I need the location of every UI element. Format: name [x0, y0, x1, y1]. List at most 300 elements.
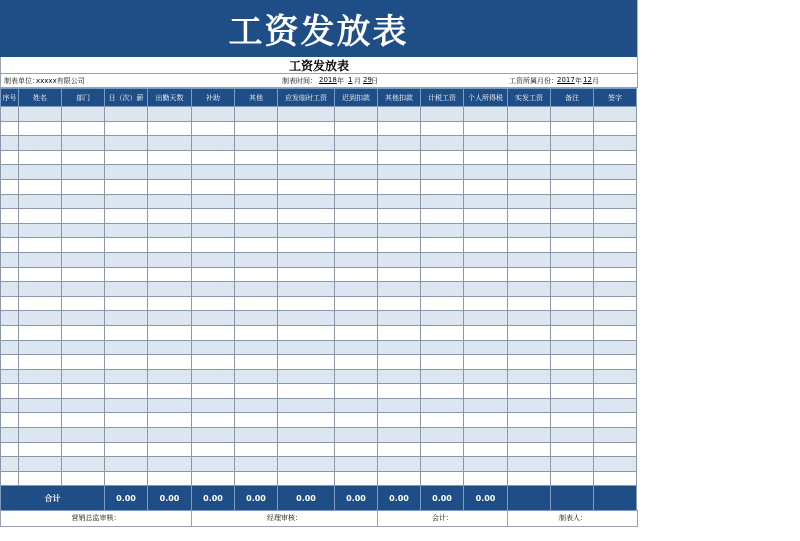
table-cell[interactable]	[62, 457, 105, 472]
table-cell[interactable]	[508, 325, 551, 340]
table-cell[interactable]	[421, 340, 464, 355]
table-cell[interactable]	[551, 311, 594, 326]
table-cell[interactable]	[551, 369, 594, 384]
table-cell[interactable]	[378, 311, 421, 326]
table-cell[interactable]	[335, 428, 378, 443]
table-cell[interactable]	[1, 384, 19, 399]
table-cell[interactable]	[421, 223, 464, 238]
table-cell[interactable]	[421, 428, 464, 443]
table-cell[interactable]	[278, 136, 335, 151]
table-cell[interactable]	[278, 311, 335, 326]
table-cell[interactable]	[192, 209, 235, 224]
table-cell[interactable]	[19, 209, 62, 224]
table-cell[interactable]	[551, 150, 594, 165]
table-cell[interactable]	[335, 355, 378, 370]
table-cell[interactable]	[551, 209, 594, 224]
table-cell[interactable]	[594, 355, 637, 370]
table-cell[interactable]	[192, 267, 235, 282]
table-cell[interactable]	[192, 165, 235, 180]
table-cell[interactable]	[335, 267, 378, 282]
table-cell[interactable]	[1, 150, 19, 165]
table-cell[interactable]	[421, 209, 464, 224]
table-cell[interactable]	[551, 107, 594, 122]
table-cell[interactable]	[235, 136, 278, 151]
table-cell[interactable]	[464, 296, 508, 311]
table-cell[interactable]	[594, 267, 637, 282]
table-cell[interactable]	[508, 209, 551, 224]
table-cell[interactable]	[148, 428, 192, 443]
table-cell[interactable]	[421, 457, 464, 472]
table-cell[interactable]	[105, 471, 148, 486]
table-cell[interactable]	[62, 442, 105, 457]
table-cell[interactable]	[192, 340, 235, 355]
table-cell[interactable]	[105, 223, 148, 238]
table-cell[interactable]	[551, 428, 594, 443]
table-cell[interactable]	[335, 136, 378, 151]
table-cell[interactable]	[1, 442, 19, 457]
table-cell[interactable]	[278, 282, 335, 297]
table-cell[interactable]	[19, 311, 62, 326]
table-cell[interactable]	[508, 340, 551, 355]
table-cell[interactable]	[19, 150, 62, 165]
table-cell[interactable]	[464, 252, 508, 267]
table-cell[interactable]	[551, 223, 594, 238]
table-cell[interactable]	[464, 369, 508, 384]
table-cell[interactable]	[508, 165, 551, 180]
table-cell[interactable]	[105, 282, 148, 297]
table-cell[interactable]	[235, 194, 278, 209]
table-cell[interactable]	[508, 296, 551, 311]
table-cell[interactable]	[148, 384, 192, 399]
table-cell[interactable]	[1, 340, 19, 355]
table-cell[interactable]	[278, 428, 335, 443]
table-cell[interactable]	[192, 252, 235, 267]
table-cell[interactable]	[378, 121, 421, 136]
table-cell[interactable]	[148, 296, 192, 311]
table-cell[interactable]	[192, 121, 235, 136]
table-cell[interactable]	[378, 340, 421, 355]
table-cell[interactable]	[19, 384, 62, 399]
table-cell[interactable]	[278, 355, 335, 370]
table-cell[interactable]	[378, 165, 421, 180]
table-cell[interactable]	[421, 369, 464, 384]
table-cell[interactable]	[105, 136, 148, 151]
table-cell[interactable]	[335, 150, 378, 165]
table-cell[interactable]	[464, 325, 508, 340]
table-cell[interactable]	[508, 282, 551, 297]
table-cell[interactable]	[19, 136, 62, 151]
table-cell[interactable]	[551, 340, 594, 355]
table-cell[interactable]	[551, 413, 594, 428]
table-cell[interactable]	[335, 398, 378, 413]
table-cell[interactable]	[378, 442, 421, 457]
table-cell[interactable]	[378, 107, 421, 122]
table-cell[interactable]	[62, 252, 105, 267]
table-cell[interactable]	[235, 107, 278, 122]
table-cell[interactable]	[594, 442, 637, 457]
table-cell[interactable]	[1, 311, 19, 326]
table-cell[interactable]	[335, 107, 378, 122]
table-cell[interactable]	[594, 252, 637, 267]
table-cell[interactable]	[508, 384, 551, 399]
table-cell[interactable]	[19, 107, 62, 122]
table-cell[interactable]	[594, 179, 637, 194]
table-cell[interactable]	[335, 238, 378, 253]
table-cell[interactable]	[148, 194, 192, 209]
table-cell[interactable]	[421, 252, 464, 267]
table-cell[interactable]	[62, 150, 105, 165]
table-cell[interactable]	[278, 107, 335, 122]
table-cell[interactable]	[235, 209, 278, 224]
table-cell[interactable]	[235, 340, 278, 355]
table-cell[interactable]	[1, 325, 19, 340]
table-cell[interactable]	[105, 296, 148, 311]
table-cell[interactable]	[508, 267, 551, 282]
table-cell[interactable]	[335, 413, 378, 428]
table-cell[interactable]	[148, 398, 192, 413]
table-cell[interactable]	[508, 428, 551, 443]
table-cell[interactable]	[192, 136, 235, 151]
table-cell[interactable]	[421, 398, 464, 413]
table-cell[interactable]	[464, 428, 508, 443]
table-cell[interactable]	[235, 471, 278, 486]
table-cell[interactable]	[378, 369, 421, 384]
table-cell[interactable]	[1, 179, 19, 194]
table-cell[interactable]	[335, 311, 378, 326]
table-cell[interactable]	[594, 194, 637, 209]
table-cell[interactable]	[594, 282, 637, 297]
table-cell[interactable]	[1, 194, 19, 209]
table-cell[interactable]	[378, 457, 421, 472]
table-cell[interactable]	[335, 384, 378, 399]
table-cell[interactable]	[19, 296, 62, 311]
table-cell[interactable]	[335, 194, 378, 209]
table-cell[interactable]	[235, 121, 278, 136]
table-cell[interactable]	[335, 369, 378, 384]
period-month[interactable]: 12	[583, 76, 592, 84]
table-cell[interactable]	[464, 121, 508, 136]
table-cell[interactable]	[192, 194, 235, 209]
table-cell[interactable]	[192, 179, 235, 194]
table-cell[interactable]	[1, 136, 19, 151]
table-cell[interactable]	[192, 107, 235, 122]
table-cell[interactable]	[278, 209, 335, 224]
table-cell[interactable]	[421, 311, 464, 326]
table-cell[interactable]	[192, 471, 235, 486]
table-cell[interactable]	[105, 311, 148, 326]
table-cell[interactable]	[105, 252, 148, 267]
table-cell[interactable]	[19, 325, 62, 340]
date-day[interactable]: 29	[363, 76, 372, 84]
table-cell[interactable]	[1, 355, 19, 370]
table-cell[interactable]	[192, 457, 235, 472]
table-cell[interactable]	[464, 384, 508, 399]
table-cell[interactable]	[551, 471, 594, 486]
table-cell[interactable]	[464, 413, 508, 428]
table-cell[interactable]	[19, 252, 62, 267]
table-cell[interactable]	[508, 238, 551, 253]
table-cell[interactable]	[594, 384, 637, 399]
table-cell[interactable]	[192, 384, 235, 399]
table-cell[interactable]	[335, 252, 378, 267]
table-cell[interactable]	[421, 413, 464, 428]
table-cell[interactable]	[1, 369, 19, 384]
unit-value[interactable]: xxxxx有限公司	[36, 77, 85, 85]
table-cell[interactable]	[62, 179, 105, 194]
table-cell[interactable]	[378, 179, 421, 194]
table-cell[interactable]	[1, 457, 19, 472]
table-cell[interactable]	[235, 413, 278, 428]
table-cell[interactable]	[421, 282, 464, 297]
table-cell[interactable]	[1, 209, 19, 224]
table-cell[interactable]	[192, 282, 235, 297]
table-cell[interactable]	[278, 296, 335, 311]
table-cell[interactable]	[19, 179, 62, 194]
table-cell[interactable]	[421, 471, 464, 486]
table-cell[interactable]	[335, 457, 378, 472]
table-cell[interactable]	[464, 209, 508, 224]
table-cell[interactable]	[148, 355, 192, 370]
table-cell[interactable]	[148, 165, 192, 180]
table-cell[interactable]	[508, 457, 551, 472]
table-cell[interactable]	[335, 179, 378, 194]
table-cell[interactable]	[594, 471, 637, 486]
table-cell[interactable]	[105, 165, 148, 180]
table-cell[interactable]	[62, 194, 105, 209]
table-cell[interactable]	[62, 165, 105, 180]
table-cell[interactable]	[378, 296, 421, 311]
table-cell[interactable]	[148, 150, 192, 165]
table-cell[interactable]	[19, 238, 62, 253]
table-cell[interactable]	[105, 355, 148, 370]
table-cell[interactable]	[148, 340, 192, 355]
table-cell[interactable]	[508, 252, 551, 267]
table-cell[interactable]	[378, 282, 421, 297]
table-cell[interactable]	[105, 179, 148, 194]
table-cell[interactable]	[19, 471, 62, 486]
table-cell[interactable]	[551, 121, 594, 136]
table-cell[interactable]	[235, 296, 278, 311]
table-cell[interactable]	[421, 325, 464, 340]
table-cell[interactable]	[235, 238, 278, 253]
table-cell[interactable]	[378, 355, 421, 370]
table-cell[interactable]	[551, 136, 594, 151]
table-cell[interactable]	[278, 413, 335, 428]
table-cell[interactable]	[551, 267, 594, 282]
table-cell[interactable]	[278, 369, 335, 384]
table-cell[interactable]	[464, 398, 508, 413]
table-cell[interactable]	[594, 457, 637, 472]
table-cell[interactable]	[508, 398, 551, 413]
table-cell[interactable]	[62, 209, 105, 224]
table-cell[interactable]	[19, 442, 62, 457]
table-cell[interactable]	[335, 325, 378, 340]
table-cell[interactable]	[192, 442, 235, 457]
table-cell[interactable]	[19, 369, 62, 384]
table-cell[interactable]	[508, 471, 551, 486]
table-cell[interactable]	[278, 457, 335, 472]
table-cell[interactable]	[278, 179, 335, 194]
table-cell[interactable]	[421, 355, 464, 370]
date-year[interactable]: 2018	[319, 76, 337, 84]
table-cell[interactable]	[235, 179, 278, 194]
table-cell[interactable]	[105, 369, 148, 384]
table-cell[interactable]	[278, 165, 335, 180]
table-cell[interactable]	[62, 384, 105, 399]
table-cell[interactable]	[1, 223, 19, 238]
table-cell[interactable]	[464, 179, 508, 194]
table-cell[interactable]	[421, 194, 464, 209]
preparer-signoff[interactable]: 制表人：	[559, 514, 587, 522]
table-cell[interactable]	[594, 398, 637, 413]
table-cell[interactable]	[551, 398, 594, 413]
table-cell[interactable]	[464, 471, 508, 486]
table-cell[interactable]	[148, 282, 192, 297]
table-cell[interactable]	[594, 325, 637, 340]
table-cell[interactable]	[19, 340, 62, 355]
table-cell[interactable]	[508, 413, 551, 428]
table-cell[interactable]	[148, 325, 192, 340]
table-cell[interactable]	[278, 340, 335, 355]
table-cell[interactable]	[551, 179, 594, 194]
table-cell[interactable]	[148, 121, 192, 136]
table-cell[interactable]	[62, 296, 105, 311]
table-cell[interactable]	[148, 179, 192, 194]
table-cell[interactable]	[278, 267, 335, 282]
table-cell[interactable]	[235, 369, 278, 384]
table-cell[interactable]	[594, 223, 637, 238]
table-cell[interactable]	[62, 369, 105, 384]
table-cell[interactable]	[278, 471, 335, 486]
table-cell[interactable]	[378, 267, 421, 282]
table-cell[interactable]	[421, 238, 464, 253]
table-cell[interactable]	[148, 107, 192, 122]
table-cell[interactable]	[278, 252, 335, 267]
table-cell[interactable]	[1, 428, 19, 443]
table-cell[interactable]	[335, 442, 378, 457]
table-cell[interactable]	[335, 296, 378, 311]
table-cell[interactable]	[464, 267, 508, 282]
table-cell[interactable]	[105, 398, 148, 413]
table-cell[interactable]	[378, 384, 421, 399]
table-cell[interactable]	[378, 471, 421, 486]
table-cell[interactable]	[508, 194, 551, 209]
table-cell[interactable]	[464, 340, 508, 355]
table-cell[interactable]	[335, 121, 378, 136]
table-cell[interactable]	[19, 165, 62, 180]
table-cell[interactable]	[148, 457, 192, 472]
table-cell[interactable]	[105, 209, 148, 224]
table-cell[interactable]	[594, 209, 637, 224]
table-cell[interactable]	[62, 471, 105, 486]
table-cell[interactable]	[421, 107, 464, 122]
table-cell[interactable]	[148, 223, 192, 238]
table-cell[interactable]	[192, 325, 235, 340]
table-cell[interactable]	[508, 311, 551, 326]
table-cell[interactable]	[551, 457, 594, 472]
accountant-signoff[interactable]: 会计：	[378, 510, 508, 526]
table-cell[interactable]	[464, 457, 508, 472]
table-cell[interactable]	[594, 136, 637, 151]
table-cell[interactable]	[62, 398, 105, 413]
table-cell[interactable]	[278, 384, 335, 399]
table-cell[interactable]	[508, 355, 551, 370]
table-cell[interactable]	[1, 267, 19, 282]
table-cell[interactable]	[508, 223, 551, 238]
table-cell[interactable]	[105, 442, 148, 457]
table-cell[interactable]	[235, 223, 278, 238]
table-cell[interactable]	[464, 136, 508, 151]
manager-approval[interactable]: 经理审核：	[192, 510, 378, 526]
table-cell[interactable]	[335, 471, 378, 486]
table-cell[interactable]	[105, 194, 148, 209]
table-cell[interactable]	[378, 398, 421, 413]
table-cell[interactable]	[508, 150, 551, 165]
table-cell[interactable]	[1, 121, 19, 136]
table-cell[interactable]	[594, 165, 637, 180]
table-cell[interactable]	[1, 413, 19, 428]
table-cell[interactable]	[421, 165, 464, 180]
table-cell[interactable]	[464, 150, 508, 165]
table-cell[interactable]	[62, 340, 105, 355]
table-cell[interactable]	[378, 150, 421, 165]
date-month[interactable]: 1	[348, 76, 353, 84]
table-cell[interactable]	[551, 296, 594, 311]
table-cell[interactable]	[378, 238, 421, 253]
table-cell[interactable]	[594, 428, 637, 443]
table-cell[interactable]	[378, 428, 421, 443]
table-cell[interactable]	[105, 428, 148, 443]
table-cell[interactable]	[551, 165, 594, 180]
table-cell[interactable]	[19, 194, 62, 209]
table-cell[interactable]	[19, 398, 62, 413]
table-cell[interactable]	[62, 311, 105, 326]
table-cell[interactable]	[551, 384, 594, 399]
table-cell[interactable]	[148, 311, 192, 326]
table-cell[interactable]	[62, 238, 105, 253]
table-cell[interactable]	[464, 282, 508, 297]
table-cell[interactable]	[235, 165, 278, 180]
table-cell[interactable]	[105, 413, 148, 428]
table-cell[interactable]	[551, 355, 594, 370]
table-cell[interactable]	[148, 413, 192, 428]
table-cell[interactable]	[551, 252, 594, 267]
table-cell[interactable]	[551, 194, 594, 209]
table-cell[interactable]	[421, 150, 464, 165]
table-cell[interactable]	[235, 442, 278, 457]
table-cell[interactable]	[19, 267, 62, 282]
table-cell[interactable]	[464, 442, 508, 457]
table-cell[interactable]	[1, 282, 19, 297]
table-cell[interactable]	[378, 136, 421, 151]
table-cell[interactable]	[235, 325, 278, 340]
table-cell[interactable]	[1, 471, 19, 486]
table-cell[interactable]	[148, 252, 192, 267]
table-cell[interactable]	[62, 428, 105, 443]
table-cell[interactable]	[148, 442, 192, 457]
table-cell[interactable]	[235, 457, 278, 472]
table-cell[interactable]	[148, 238, 192, 253]
table-cell[interactable]	[19, 121, 62, 136]
table-cell[interactable]	[594, 150, 637, 165]
table-cell[interactable]	[235, 384, 278, 399]
table-cell[interactable]	[378, 252, 421, 267]
table-cell[interactable]	[62, 267, 105, 282]
table-cell[interactable]	[192, 398, 235, 413]
table-cell[interactable]	[464, 165, 508, 180]
table-cell[interactable]	[464, 194, 508, 209]
table-cell[interactable]	[335, 223, 378, 238]
